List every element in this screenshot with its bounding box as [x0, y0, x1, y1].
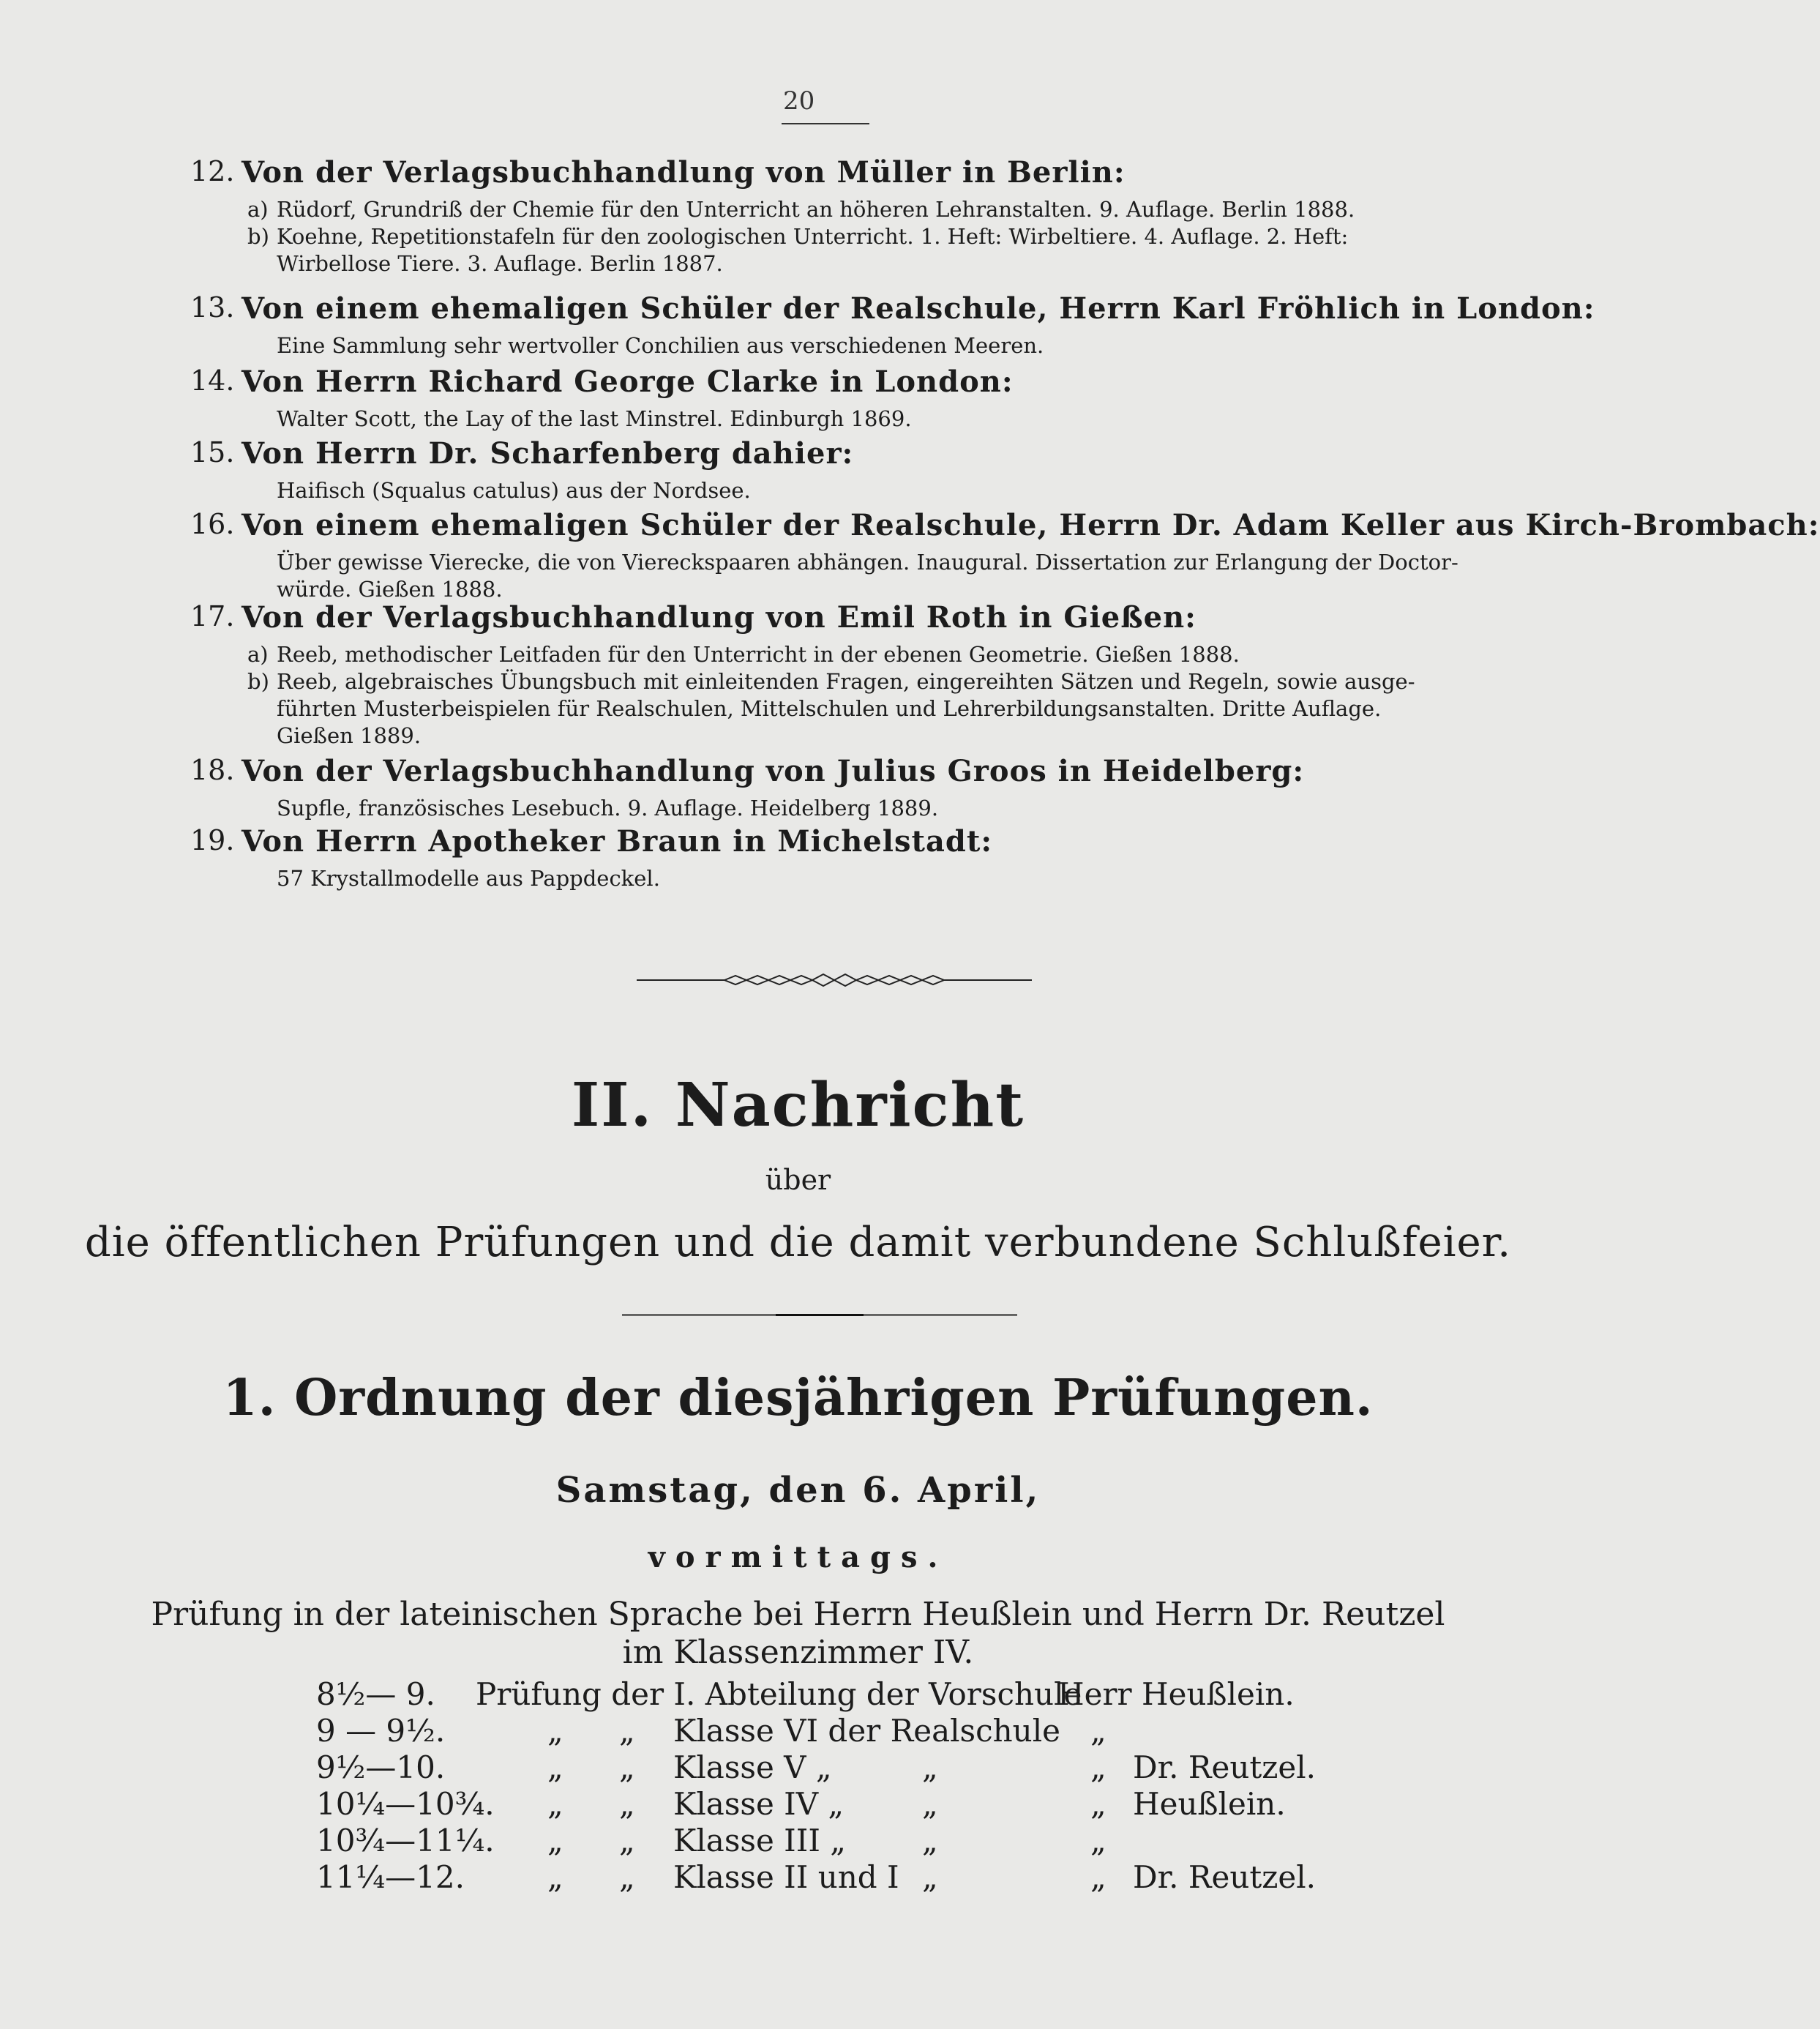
schedule-row: [0, 1859, 1596, 1896]
schedule-ditto: „: [619, 1749, 635, 1785]
entry-heading: Von der Verlagsbuchhandlung von Müller in Berlin:: [241, 155, 1126, 190]
schedule-ditto: „: [547, 1859, 563, 1895]
page-number-rule: [782, 123, 869, 124]
entry-heading: Von der Verlagsbuchhandlung von Emil Roth in Gießen:: [241, 600, 1197, 635]
schedule-ditto: „: [547, 1749, 563, 1785]
schedule-time: 8½— 9.: [316, 1676, 435, 1712]
entry-body: [277, 865, 1506, 892]
entry-number: 18.: [190, 754, 235, 786]
schedule-teacher: Heußlein.: [1133, 1786, 1286, 1822]
entry-heading: Von der Verlagsbuchhandlung von Julius Groos in Heidelberg:: [241, 754, 1305, 788]
schedule-description: Prüfung der I. Abteilung der Vorschule: [476, 1676, 1082, 1712]
schedule-teacher: Dr. Reutzel.: [1133, 1749, 1317, 1785]
entry-line-text: Reeb, algebraisches Übungsbuch mit einleitenden Fragen, eingereihten Sätzen und Regeln, sowie ausge-: [277, 669, 1415, 694]
entry-line-label: a): [247, 642, 269, 667]
entry-number: 14.: [190, 365, 235, 397]
schedule-teacher: Herr Heußlein.: [1057, 1676, 1295, 1712]
entry-line-text: würde. Gießen 1888.: [277, 577, 503, 602]
entry-heading: Von Herrn Apotheker Braun in Michelstadt:: [241, 824, 993, 859]
schedule-time: 9 — 9½.: [316, 1713, 446, 1749]
entry-body: [277, 549, 1506, 603]
entry-heading: Von Herrn Richard George Clarke in London:: [241, 365, 1014, 399]
entry-heading: Von einem ehemaligen Schüler der Realschule, Herrn Karl Fröhlich in London:: [241, 291, 1595, 326]
entry-line: [277, 576, 1506, 603]
schedule-time: 11¼—12.: [316, 1859, 465, 1895]
schedule-ditto: „: [547, 1713, 563, 1749]
section-uber: über: [765, 1164, 831, 1196]
schedule-description: Klasse II und I: [673, 1859, 899, 1895]
schedule-row: [0, 1823, 1596, 1859]
section-rule: [622, 1314, 1017, 1316]
exam-time-of-day: vormittags.: [648, 1540, 948, 1574]
entry-number: 19.: [190, 824, 235, 856]
entry-line-text: Gießen 1889.: [277, 723, 422, 748]
entry-line-text: Supfle, französisches Lesebuch. 9. Auflage. Heidelberg 1889.: [277, 796, 939, 821]
ornament-divider: [637, 973, 1032, 987]
schedule-ditto: „: [922, 1859, 938, 1895]
entry-line: [277, 549, 1506, 576]
schedule-ditto: „: [619, 1786, 635, 1822]
entry-line: [247, 196, 1506, 223]
entry-line-text: 57 Krystallmodelle aus Pappdeckel.: [277, 866, 660, 891]
entry-line-text: Koehne, Repetitionstafeln für den zoologischen Unterricht. 1. Heft: Wirbeltiere. 4. Auflage. 2. Heft:: [277, 224, 1349, 249]
schedule-ditto: „: [922, 1786, 938, 1822]
schedule-teacher: Dr. Reutzel.: [1133, 1859, 1317, 1895]
entry-line-text: Haifisch (Squalus catulus) aus der Nordsee.: [277, 478, 751, 503]
schedule-ditto: „: [547, 1823, 563, 1858]
entry-body: [277, 477, 1506, 504]
entry-line: [277, 332, 1506, 359]
schedule-ditto: „: [1090, 1749, 1106, 1785]
schedule-time: 10¾—11¼.: [316, 1823, 495, 1858]
entry-line: [247, 641, 1506, 668]
schedule-description: Klasse III „: [673, 1823, 847, 1858]
schedule-row: [0, 1786, 1596, 1823]
entry-heading: Von einem ehemaligen Schüler der Realschule, Herrn Dr. Adam Keller aus Kirch-Brombach:: [241, 508, 1820, 542]
exam-description-line2: im Klassenzimmer IV.: [622, 1634, 974, 1671]
entry-line-label: b): [247, 224, 269, 249]
entry-body: [277, 406, 1506, 433]
schedule-description: Klasse VI der Realschule: [673, 1713, 1061, 1749]
entry-number: 17.: [190, 600, 235, 632]
entry-number: 15.: [190, 436, 235, 468]
section-heading: 1. Ordnung der diesjährigen Prüfungen.: [222, 1369, 1374, 1427]
entry-heading: Von Herrn Dr. Scharfenberg dahier:: [241, 436, 854, 471]
entry-line: [277, 795, 1506, 822]
entry-number: 16.: [190, 508, 235, 540]
schedule-time: 10¼—10¾.: [316, 1786, 495, 1822]
entry-line-text: Eine Sammlung sehr wertvoller Conchilien aus verschiedenen Meeren.: [277, 333, 1044, 358]
entry-line: [277, 406, 1506, 433]
section-subtitle: die öffentlichen Prüfungen und die damit verbundene Schlußfeier.: [84, 1219, 1512, 1266]
schedule-time: 9½—10.: [316, 1749, 446, 1785]
schedule-description: Klasse V „: [673, 1749, 832, 1785]
exam-day: Samstag, den 6. April,: [555, 1470, 1041, 1511]
entry-line-text: Walter Scott, the Lay of the last Minstrel. Edinburgh 1869.: [277, 406, 912, 431]
schedule-ditto: „: [1090, 1859, 1106, 1895]
entry-line: [277, 695, 1506, 722]
entry-line: [247, 223, 1506, 250]
entry-line-text: führten Musterbeispielen für Realschulen, Mittelschulen und Lehrerbildungsanstalten. Dritte Auflage.: [277, 696, 1382, 721]
exam-description-line1: Prüfung in der lateinischen Sprache bei Herrn Heußlein und Herrn Dr. Reutzel: [151, 1596, 1445, 1633]
entry-line-text: Wirbellose Tiere. 3. Auflage. Berlin 1887.: [277, 251, 723, 276]
entry-number: 13.: [190, 291, 235, 324]
schedule-ditto: „: [1090, 1713, 1106, 1749]
page-number: 20: [783, 86, 815, 116]
section-title: II. Nachricht: [571, 1070, 1025, 1140]
entry-line: [247, 668, 1506, 695]
schedule-ditto: „: [922, 1749, 938, 1785]
entry-line: [277, 722, 1506, 750]
entry-line: [277, 477, 1506, 504]
schedule-ditto: „: [1090, 1786, 1106, 1822]
entry-body: [247, 196, 1506, 277]
schedule-ditto: „: [922, 1823, 938, 1858]
entry-line: [277, 865, 1506, 892]
schedule-row: [0, 1713, 1596, 1749]
schedule-row: [0, 1676, 1596, 1713]
schedule-ditto: „: [619, 1713, 635, 1749]
schedule-ditto: „: [619, 1859, 635, 1895]
entry-line-text: Reeb, methodischer Leitfaden für den Unterricht in der ebenen Geometrie. Gießen 1888.: [277, 642, 1240, 667]
entry-line-label: b): [247, 669, 269, 694]
entry-body: [277, 795, 1506, 822]
schedule-ditto: „: [1090, 1823, 1106, 1858]
schedule-description: Klasse IV „: [673, 1786, 845, 1822]
schedule-ditto: „: [547, 1786, 563, 1822]
entry-line-text: Rüdorf, Grundriß der Chemie für den Unterricht an höheren Lehranstalten. 9. Auflage. Berlin 1888.: [277, 197, 1355, 222]
schedule-ditto: „: [619, 1823, 635, 1858]
entry-number: 12.: [190, 155, 235, 187]
entry-body: [277, 332, 1506, 359]
entry-line: [277, 250, 1506, 277]
entry-line-text: Über gewisse Vierecke, die von Viereckspaaren abhängen. Inaugural. Dissertation zur Erlangung der Doctor-: [277, 550, 1458, 575]
entry-body: [247, 641, 1506, 750]
entry-line-label: a): [247, 197, 269, 222]
schedule-row: [0, 1749, 1596, 1786]
